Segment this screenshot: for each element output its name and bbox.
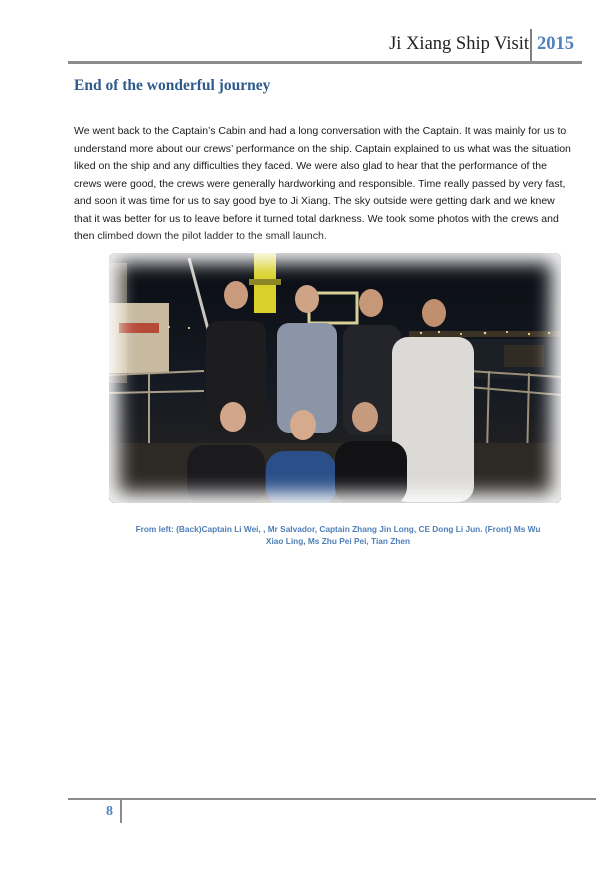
header-title: Ji Xiang Ship Visit [389,34,529,54]
header-year: 2015 [537,34,574,54]
section-title: End of the wonderful journey [74,77,271,94]
page-number: 8 [106,804,113,819]
group-photo-image [109,253,561,503]
photo-caption: From left: (Back)Captain Li Wei, , Mr Salvador, Captain Zhang Jin Long, CE Dong Li Jun. (Front) Ms Wu Xiao Ling, Ms Zhu Pei Pei, Tian Zhen [135,524,541,546]
footer-rule [68,798,596,800]
group-photo [109,253,561,503]
section-body: We went back to the Captain’s Cabin and had a long conversation with the Captain. It was mainly for us to understand more about our crews’ performance on the ship. Captain explained to us what was the situation liked on the ship and any difficulties they faced. We were also glad to hear that the performance of the crews were good, the crews were generally hardworking and responsible. Time really passed by very fast, and soon it was time for us to say good bye to Ji Xiang. The sky outside were getting dark and we knew that it was better for us to leave before it turned total darkness. We took some photos with the crews and then climbed down the pilot ladder to the small launch. [74,125,571,242]
footer-divider [120,800,122,823]
header-divider [530,29,532,61]
header-rule [68,61,582,64]
